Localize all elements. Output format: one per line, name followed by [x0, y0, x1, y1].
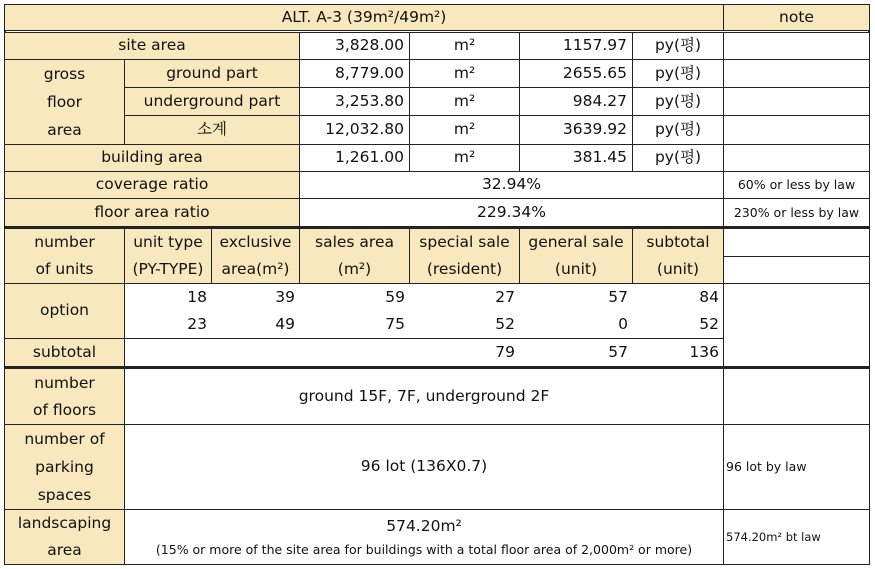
- header-subtotal: [632, 228, 724, 284]
- gfa-subtotal-note: [723, 115, 870, 145]
- gross-floor-area-label: [4, 59, 125, 145]
- option2-sales: 75: [385, 314, 405, 333]
- option2-exclusive: 49: [275, 314, 295, 333]
- gfa-underground-m2: 3,253.80: [299, 87, 410, 116]
- parking-note: 96 lot by law: [723, 424, 870, 510]
- header-unit-type-l1: unit type: [133, 233, 203, 251]
- gfa-subtotal-py: 3639.92: [519, 115, 633, 145]
- landscaping-detail: (15% or more of the site area for buildings with a total floor area of 2,000m² or more): [155, 542, 693, 557]
- floor-area-ratio-note: 230% or less by law: [723, 198, 870, 227]
- option2-type: 23: [187, 314, 207, 333]
- parking-label-l3: spaces: [37, 486, 92, 504]
- header-exclusive-area: [211, 228, 300, 284]
- units-subtotal-special: 79: [495, 342, 515, 361]
- header-subtotal-l1: subtotal: [646, 233, 710, 251]
- units-label-line2: of units: [35, 260, 94, 278]
- header-sales-l1: sales area: [315, 233, 394, 251]
- option2-special: 52: [495, 314, 515, 333]
- floors-label-l2: of floors: [32, 400, 97, 419]
- gfa-subtotal-unit-m2: m²: [409, 115, 520, 145]
- units-label: [4, 228, 125, 284]
- gfa-underground-unit-m2: m²: [409, 87, 520, 116]
- landscaping-label-l2: area: [47, 541, 82, 559]
- header-general-l2: (unit): [554, 260, 598, 278]
- site-area-label: site area: [4, 32, 300, 60]
- header-unit-type: [124, 228, 212, 284]
- landscaping-label-l1: landscaping: [17, 514, 112, 532]
- option1-general: 57: [608, 287, 628, 306]
- parking-label: [4, 424, 125, 510]
- landscaping-value: 574.20m²: [386, 517, 462, 535]
- header-subtotal-l2: (unit): [656, 260, 700, 278]
- header-sales-l2: (m²): [337, 260, 372, 278]
- header-special-l2: (resident): [426, 260, 503, 278]
- landscaping-value-cell: [124, 509, 724, 565]
- gfa-label-line3: area: [47, 121, 82, 139]
- header-exclusive-l2: area(m²): [221, 260, 290, 278]
- option-label: option: [4, 283, 125, 339]
- floors-note: [723, 368, 870, 425]
- gfa-subtotal-m2: 12,032.80: [299, 115, 410, 145]
- landscaping-note: 574.20m² bt law: [723, 509, 870, 565]
- gfa-underground-py: 984.27: [519, 87, 633, 116]
- gfa-underground-unit-py: py(평): [632, 87, 724, 116]
- header-special-l1: special sale: [419, 233, 510, 251]
- parking-label-l2: parking: [35, 458, 94, 476]
- units-subtotal-general: 57: [608, 342, 628, 361]
- parking-value: 96 lot (136X0.7): [124, 424, 724, 510]
- site-area-unit-py: py(평): [632, 32, 724, 60]
- coverage-ratio-label: coverage ratio: [4, 171, 300, 199]
- header-general-sale: [519, 228, 633, 284]
- units-subtotal-label: subtotal: [4, 338, 125, 367]
- units-note-1: [723, 228, 870, 257]
- header-sales-area: [299, 228, 410, 284]
- gfa-ground-note: [723, 59, 870, 88]
- gfa-ground-m2: 8,779.00: [299, 59, 410, 88]
- table-title: ALT. A-3 (39m²/49m²): [4, 4, 724, 31]
- header-special-sale: [409, 228, 520, 284]
- header-unit-type-l2: (PY-TYPE): [132, 260, 204, 278]
- floors-label: [4, 368, 125, 425]
- gfa-ground-label: ground part: [124, 59, 300, 88]
- header-exclusive-l1: exclusive: [219, 233, 292, 251]
- option1-special: 27: [495, 287, 515, 306]
- gfa-ground-unit-m2: m²: [409, 59, 520, 88]
- floors-value: ground 15F, 7F, underground 2F: [124, 368, 724, 425]
- site-area-m2: 3,828.00: [299, 32, 410, 60]
- building-area-py: 381.45: [519, 144, 633, 172]
- header-general-l1: general sale: [528, 233, 624, 251]
- building-area-m2: 1,261.00: [299, 144, 410, 172]
- gfa-label-line2: floor: [46, 93, 83, 111]
- building-area-note: [723, 144, 870, 172]
- landscaping-label: [4, 509, 125, 565]
- option2-general: 0: [618, 314, 628, 333]
- gfa-underground-note: [723, 87, 870, 116]
- parking-label-l1: number of: [24, 430, 105, 448]
- gfa-subtotal-label: 소계: [124, 115, 300, 145]
- gfa-ground-py: 2655.65: [519, 59, 633, 88]
- building-area-label: building area: [4, 144, 300, 172]
- floors-label-l1: number: [34, 373, 95, 392]
- gfa-label-line1: gross: [43, 65, 86, 83]
- site-area-note: [723, 32, 870, 60]
- coverage-ratio-value: 32.94%: [299, 171, 724, 199]
- note-header: note: [723, 4, 870, 31]
- units-subtotal-total: 136: [689, 342, 719, 361]
- site-area-unit-m2: m²: [409, 32, 520, 60]
- floor-area-ratio-value: 229.34%: [299, 198, 724, 227]
- gfa-ground-unit-py: py(평): [632, 59, 724, 88]
- gfa-subtotal-unit-py: py(평): [632, 115, 724, 145]
- coverage-ratio-note: 60% or less by law: [723, 171, 870, 199]
- building-area-unit-m2: m²: [409, 144, 520, 172]
- floor-area-ratio-label: floor area ratio: [4, 198, 300, 227]
- units-label-line1: number: [34, 233, 95, 251]
- option1-sales: 59: [385, 287, 405, 306]
- gfa-underground-label: underground part: [124, 87, 300, 116]
- option2-subtotal: 52: [699, 314, 719, 333]
- option-note: [723, 283, 870, 367]
- units-note-2: [723, 256, 870, 284]
- option1-type: 18: [187, 287, 207, 306]
- option1-subtotal: 84: [699, 287, 719, 306]
- building-area-unit-py: py(평): [632, 144, 724, 172]
- option1-exclusive: 39: [275, 287, 295, 306]
- site-area-py: 1157.97: [519, 32, 633, 60]
